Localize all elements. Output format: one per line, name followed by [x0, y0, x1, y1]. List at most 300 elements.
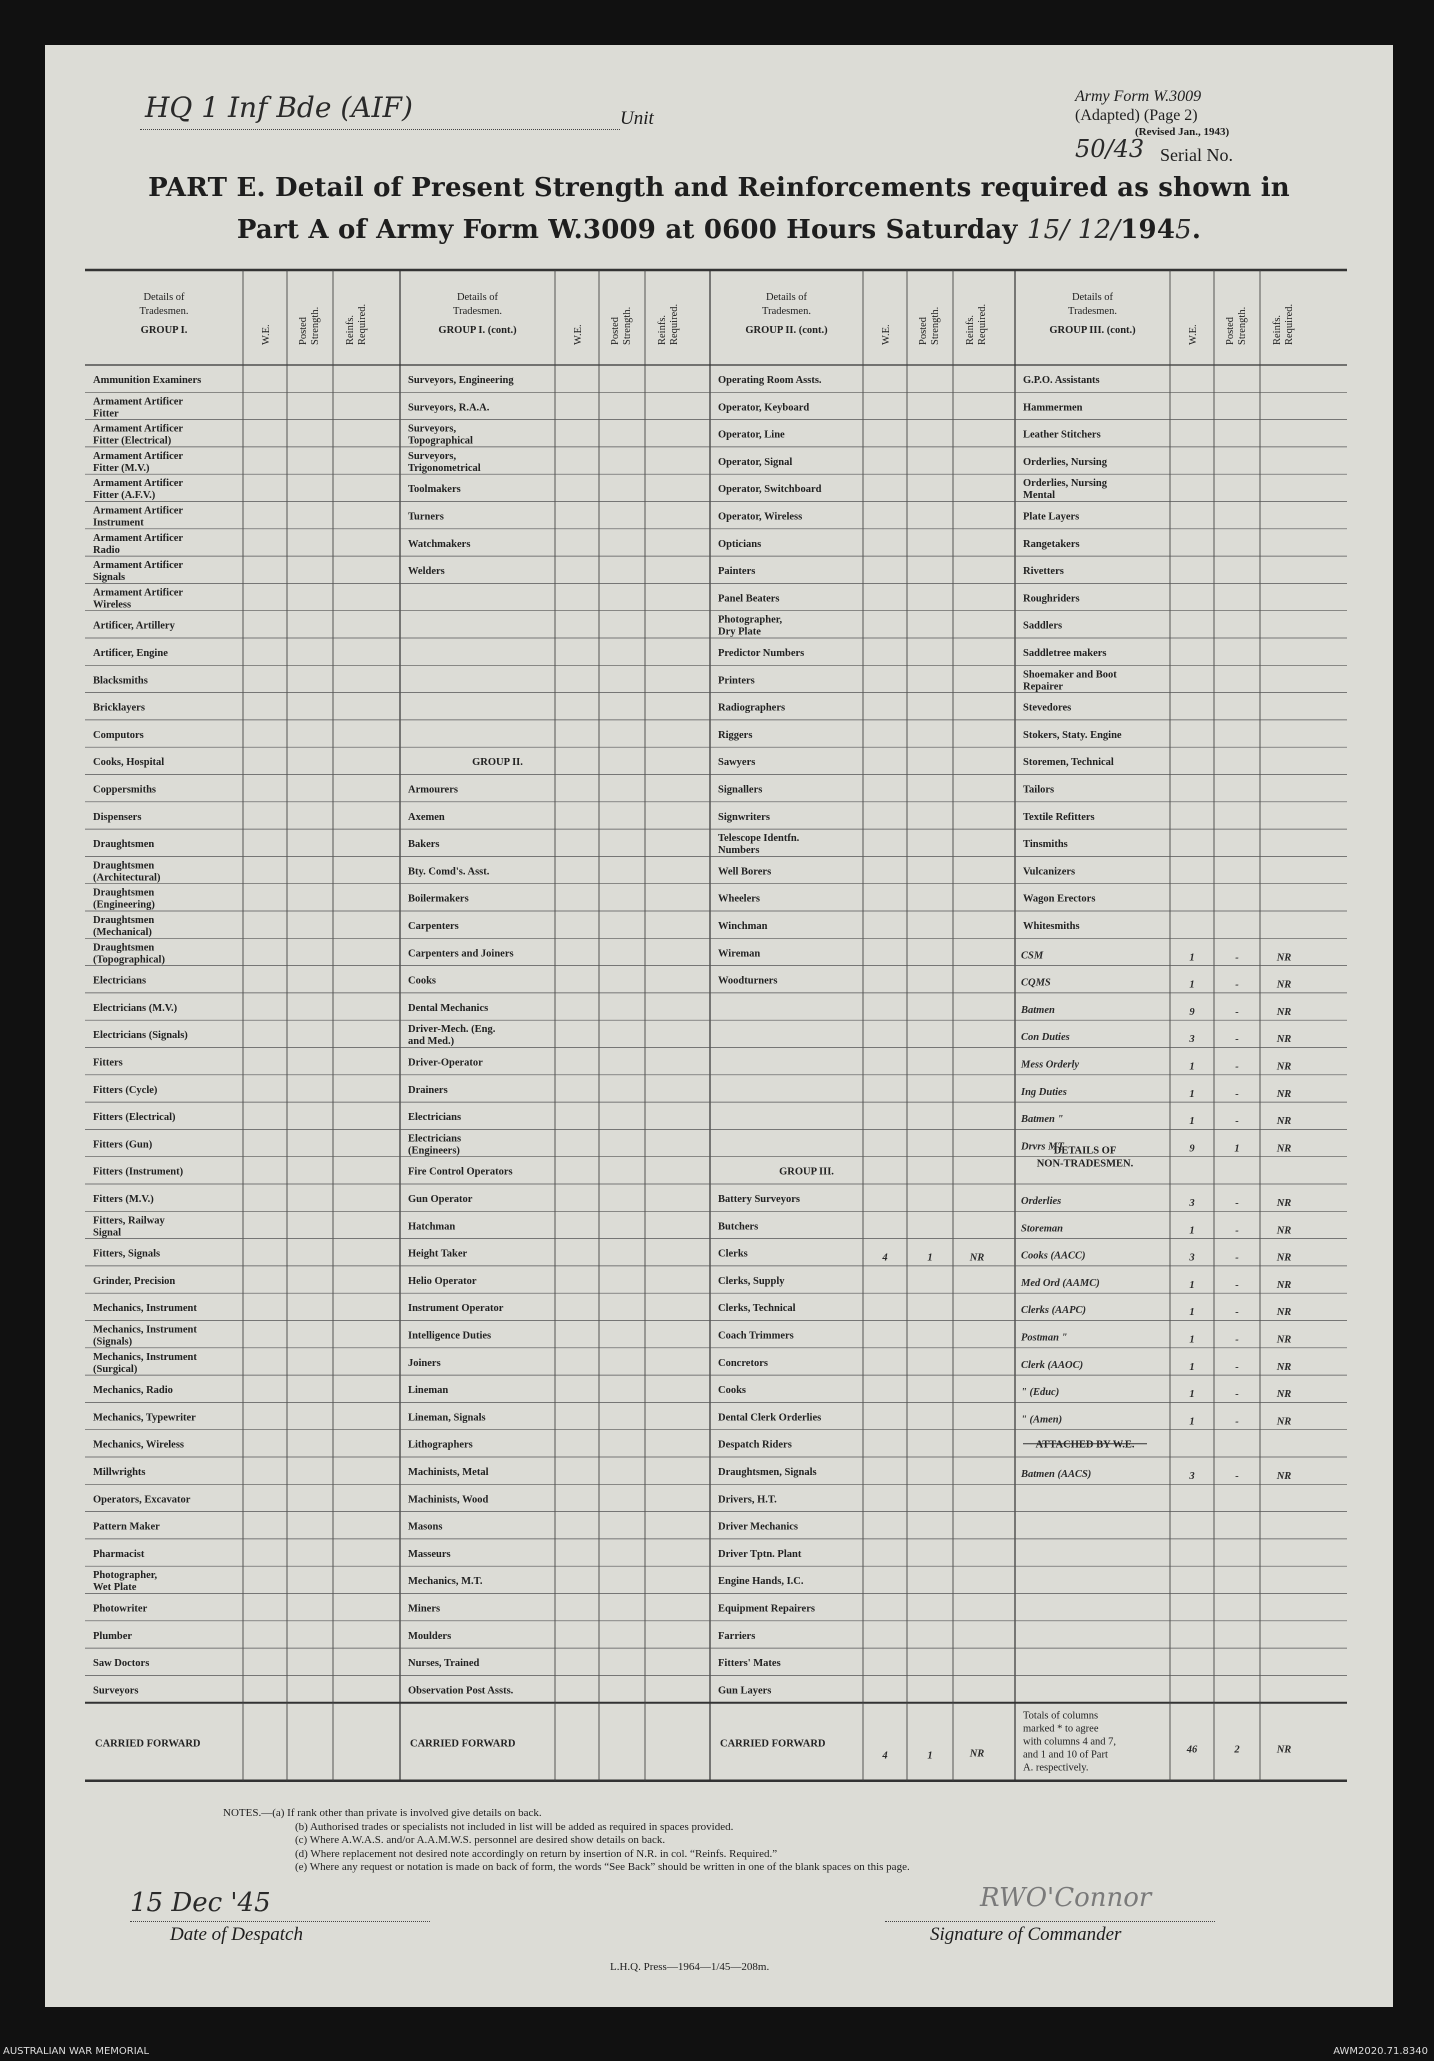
row-label: Electricians (Signals): [93, 1030, 188, 1042]
row-label: Wireman: [718, 948, 761, 960]
row-label: Dispensers: [93, 811, 142, 823]
row-label: Mental: [1023, 490, 1056, 502]
row-label: Driver Tptn. Plant: [718, 1548, 802, 1560]
column-header: W.E.: [881, 324, 892, 345]
row-label: Radio: [93, 544, 120, 556]
group-header-line2: Tradesmen.: [762, 306, 811, 317]
column-header: Required.: [977, 303, 988, 345]
handwritten-reinfs: NR: [1276, 1279, 1292, 1291]
handwritten-name: Batmen ": [1021, 1114, 1064, 1126]
serial-label: Serial No.: [1160, 145, 1233, 165]
row-label: Computors: [93, 729, 144, 741]
handwritten-posted: -: [1235, 1116, 1239, 1128]
form-sheet: [45, 45, 1393, 2007]
row-label: (Signals): [93, 1336, 133, 1348]
row-label: Armament Artificer: [93, 396, 184, 408]
title-date-handwritten: 15/ 12/: [1026, 215, 1121, 245]
strength-table: [45, 45, 1393, 2007]
row-label: Fitters (Gun): [93, 1139, 153, 1151]
row-label: Fitters (Cycle): [93, 1084, 158, 1096]
row-label: Fitters, Signals: [93, 1248, 161, 1260]
handwritten-we: 1: [1189, 979, 1195, 991]
row-label: Lithographers: [408, 1439, 473, 1451]
handwritten-reinfs: NR: [1276, 1389, 1292, 1401]
row-label: Watchmakers: [408, 538, 471, 550]
handwritten-posted: -: [1235, 1307, 1239, 1319]
row-label: Fitter (A.F.V.): [93, 490, 156, 502]
row-label: Welders: [408, 566, 445, 578]
row-label: Coppersmiths: [93, 784, 157, 796]
handwritten-name: Batmen (AACS): [1021, 1469, 1092, 1480]
row-label: Stevedores: [1023, 702, 1072, 714]
totals-note-line: A. respectively.: [1023, 1762, 1089, 1774]
row-label: Pharmacist: [93, 1548, 145, 1560]
row-label: (Topographical): [93, 954, 165, 966]
row-label: Millwrights: [93, 1467, 146, 1478]
column-header: Required.: [1284, 303, 1295, 345]
handwritten-posted: -: [1235, 1389, 1239, 1401]
handwritten-posted: -: [1235, 1471, 1239, 1482]
despatch-date-line: [130, 1921, 430, 1922]
row-label: Electricians (M.V.): [93, 1002, 178, 1014]
credit-right: AWM2020.71.8340: [1333, 2046, 1428, 2057]
handwritten-reinfs: NR: [1276, 1334, 1292, 1346]
row-label: Tailors: [1023, 784, 1055, 796]
title-line-2-prefix: Part A of Army Form W.3009 at 0600 Hours Saturday: [236, 215, 1018, 245]
row-label: Instrument Operator: [408, 1303, 504, 1315]
row-label: Instrument: [93, 517, 144, 529]
handwritten-reinfs: NR: [1276, 1143, 1292, 1155]
row-label: (Surgical): [93, 1363, 138, 1375]
row-label: Butchers: [718, 1221, 759, 1233]
footer-total-posted: 2: [1234, 1744, 1240, 1756]
row-label: G.P.O. Assistants: [1023, 375, 1100, 386]
section-heading: ATTACHED BY W.E.: [1035, 1439, 1135, 1451]
row-label: Draughtsmen: [93, 860, 155, 872]
row-label: Toolmakers: [408, 484, 461, 496]
handwritten-posted: -: [1235, 979, 1239, 991]
handwritten-reinfs: NR: [1276, 1088, 1292, 1100]
row-label: Saddletree makers: [1023, 648, 1107, 659]
row-label: Photographer,: [718, 614, 783, 626]
row-label: Tinsmiths: [1023, 839, 1068, 851]
column-header: Reinfs.: [657, 314, 668, 345]
handwritten-reinfs: NR: [1276, 1471, 1292, 1482]
row-label: Bakers: [408, 839, 440, 851]
column-header: W.E.: [261, 324, 272, 345]
row-label: Artificer, Engine: [93, 648, 168, 659]
carried-forward-label: CARRIED FORWARD: [410, 1738, 516, 1750]
handwritten-name: Con Duties: [1021, 1032, 1070, 1044]
row-label: Operator, Line: [718, 429, 785, 441]
row-label: Gun Layers: [718, 1685, 772, 1697]
handwritten-reinfs: NR: [1276, 1034, 1292, 1046]
unit-label: Unit: [620, 108, 654, 129]
handwritten-name: Clerks (AAPC): [1021, 1305, 1087, 1317]
row-label: Lineman: [408, 1385, 449, 1397]
row-label: Fitters (Instrument): [93, 1166, 184, 1178]
row-label: Plumber: [93, 1630, 133, 1642]
handwritten-name: Mess Orderly: [1021, 1059, 1080, 1071]
row-label: Pattern Maker: [93, 1521, 160, 1533]
row-label: Moulders: [408, 1630, 452, 1642]
row-label: Dry Plate: [718, 626, 761, 638]
row-label: Fitter (M.V.): [93, 462, 150, 474]
handwritten-posted: -: [1235, 1416, 1239, 1428]
handwritten-we: 1: [1189, 1361, 1195, 1373]
row-label: Sawyers: [718, 757, 756, 769]
row-label: Wet Plate: [93, 1582, 137, 1594]
row-label: Clerks: [718, 1248, 748, 1260]
row-label: Telescope Identfn.: [718, 833, 800, 845]
column-header: Reinfs.: [965, 314, 976, 345]
row-label: Mechanics, Instrument: [93, 1324, 197, 1336]
row-label: Armament Artificer: [93, 560, 184, 572]
handwritten-we: 1: [1189, 952, 1195, 964]
row-label: Clerks, Supply: [718, 1275, 785, 1287]
row-label: Winchman: [718, 921, 768, 932]
row-label: Orderlies, Nursing: [1023, 478, 1107, 490]
row-label: Helio Operator: [408, 1275, 477, 1287]
column-header: Required.: [669, 303, 680, 345]
group-header-line2: Tradesmen.: [1068, 306, 1117, 317]
row-label: Joiners: [408, 1357, 441, 1369]
row-label: Signals: [93, 572, 126, 584]
handwritten-reinfs: NR: [1276, 1116, 1292, 1128]
handwritten-we: 1: [1189, 1116, 1195, 1128]
signature-label: Signature of Commander: [930, 1924, 1122, 1945]
row-label: Vulcanizers: [1023, 866, 1076, 878]
handwritten-name: CQMS: [1021, 977, 1051, 989]
row-label: Draughtsmen: [93, 887, 155, 899]
column-header: W.E.: [1188, 324, 1199, 345]
handwritten-reinfs: NR: [1276, 1361, 1292, 1373]
column-header: Posted: [298, 316, 309, 345]
row-label: Operating Room Assts.: [718, 375, 822, 386]
handwritten-we: 1: [1189, 1307, 1195, 1319]
group-header-line2: Tradesmen.: [453, 306, 502, 317]
row-label: GROUP II.: [472, 757, 523, 769]
row-label: Wagon Erectors: [1023, 893, 1096, 905]
row-label: Woodturners: [718, 975, 778, 987]
title-year-handwritten: 5: [1175, 215, 1192, 245]
row-label: Miners: [408, 1603, 441, 1615]
row-label: Signwriters: [718, 811, 770, 823]
handwritten-name: Orderlies: [1021, 1196, 1062, 1207]
row-label: Leather Stitchers: [1023, 429, 1101, 441]
group-header-title: GROUP I.: [140, 325, 188, 336]
row-label: Mechanics, M.T.: [408, 1576, 483, 1588]
handwritten-posted: 1: [1234, 1143, 1240, 1155]
row-label: Driver Mechanics: [718, 1521, 798, 1533]
carried-forward-label: CARRIED FORWARD: [95, 1738, 201, 1750]
row-label: Despatch Riders: [718, 1439, 792, 1451]
row-label: and Med.): [408, 1036, 455, 1048]
handwritten-we: 9: [1189, 1006, 1195, 1018]
column-header: Required.: [357, 303, 368, 345]
handwritten-we: 3: [1189, 1252, 1195, 1264]
note-line: (d) Where replacement not desired note accordingly on return by insertion of N.R. in col. “Reinfs. Required.”: [295, 1847, 778, 1860]
row-label: Mechanics, Wireless: [93, 1439, 184, 1451]
row-label: Printers: [718, 675, 755, 687]
handwritten-posted: -: [1235, 952, 1239, 964]
handwritten-posted: -: [1235, 1279, 1239, 1291]
row-label: Repairer: [1023, 681, 1064, 693]
row-label: Opticians: [718, 538, 762, 550]
row-label: Mechanics, Instrument: [93, 1351, 197, 1363]
row-label: Fitters: [93, 1057, 123, 1069]
despatch-date-label: Date of Despatch: [170, 1924, 303, 1945]
row-label: Engine Hands, I.C.: [718, 1576, 804, 1588]
row-label: Concretors: [718, 1357, 768, 1369]
row-label: Electricians: [408, 1133, 462, 1145]
handwritten-name: Ing Duties: [1021, 1086, 1067, 1098]
row-label: Farriers: [718, 1630, 756, 1642]
row-label: Operators, Excavator: [93, 1494, 191, 1506]
row-label: Grinder, Precision: [93, 1275, 176, 1287]
column-header: Posted: [1225, 316, 1236, 345]
row-label: Electricians: [408, 1112, 462, 1124]
row-label: Armament Artificer: [93, 450, 184, 462]
row-label: Intelligence Duties: [408, 1330, 492, 1342]
handwritten-reinfs: NR: [1276, 979, 1292, 991]
row-label: Orderlies, Nursing: [1023, 456, 1107, 468]
row-label: Stokers, Staty. Engine: [1023, 729, 1122, 741]
row-label: Surveyors,: [408, 423, 457, 435]
row-label: Coach Trimmers: [718, 1330, 794, 1342]
row-label: Carpenters and Joiners: [408, 948, 514, 960]
row-label: Observation Post Assts.: [408, 1685, 514, 1697]
row-label: Armament Artificer: [93, 532, 184, 544]
note-line: (b) Authorised trades or specialists not included in list will be added as required in spaces provided.: [295, 1820, 734, 1833]
group-header-line1: Details of: [143, 292, 185, 303]
row-label: Radiographers: [718, 702, 786, 714]
column-header: W.E.: [573, 324, 584, 345]
column-header: Posted: [918, 316, 929, 345]
row-label: Draughtsmen: [93, 942, 155, 954]
row-label: Topographical: [408, 435, 473, 447]
credit-left: AUSTRALIAN WAR MEMORIAL: [3, 2046, 150, 2057]
row-label: Blacksmiths: [93, 675, 148, 687]
handwritten-reinfs: NR: [1276, 1252, 1292, 1264]
title-end: .: [1191, 215, 1202, 245]
row-label: Dental Mechanics: [408, 1002, 489, 1014]
row-label: Driver-Mech. (Eng.: [408, 1024, 496, 1036]
row-label: Machinists, Wood: [408, 1494, 489, 1506]
row-label: Lineman, Signals: [408, 1412, 486, 1424]
handwritten-name: " (Educ): [1021, 1387, 1060, 1399]
row-label: Surveyors, Engineering: [408, 375, 514, 386]
army-form-label: Army Form W.3009: [1075, 88, 1202, 105]
group-header-title: GROUP I. (cont.): [438, 325, 517, 336]
note-line: (e) Where any request or notation is made on back of form, the words “See Back” should be written in one of the blank spaces on this page.: [295, 1861, 910, 1873]
handwritten-reinfs: NR: [1276, 1225, 1292, 1237]
handwritten-reinfs: NR: [1276, 1198, 1292, 1209]
section-heading: NON-TRADESMEN.: [1036, 1158, 1134, 1170]
row-label: Artificer, Artillery: [93, 620, 175, 632]
handwritten-name: Storeman: [1021, 1223, 1064, 1235]
row-label: Numbers: [718, 845, 760, 857]
row-label: Surveyors, R.A.A.: [408, 402, 490, 414]
clerks-reinfs: NR: [969, 1252, 985, 1264]
note-line: (c) Where A.W.A.S. and/or A.A.M.W.S. personnel are desired show details on back.: [295, 1834, 666, 1846]
handwritten-we: 1: [1189, 1279, 1195, 1291]
handwritten-name: CSM: [1021, 950, 1044, 962]
handwritten-name: Batmen: [1021, 1004, 1055, 1016]
row-label: Bricklayers: [93, 702, 145, 714]
row-label: Armament Artificer: [93, 423, 184, 435]
note-line: NOTES.—(a) If rank other than private is involved give details on back.: [223, 1807, 542, 1819]
row-label: Turners: [408, 511, 444, 523]
row-label: Hatchman: [408, 1221, 456, 1233]
row-label: Hammermen: [1023, 402, 1083, 414]
row-label: Bty. Comd's. Asst.: [408, 866, 490, 878]
row-label: Roughriders: [1023, 593, 1080, 605]
totals-note-line: with columns 4 and 7,: [1023, 1736, 1117, 1748]
row-label: Surveyors: [93, 1685, 139, 1697]
row-label: Operator, Signal: [718, 456, 793, 468]
row-label: Armament Artificer: [93, 505, 184, 517]
totals-note-line: Totals of columns: [1023, 1710, 1099, 1722]
row-label: Painters: [718, 566, 756, 578]
press-line: L.H.Q. Press—1964—1/45—208m.: [610, 1961, 770, 1973]
row-label: Carpenters: [408, 921, 459, 932]
handwritten-posted: -: [1235, 1034, 1239, 1046]
row-label: Armament Artificer: [93, 587, 184, 599]
commander-signature: RWO'Connor: [980, 1883, 1152, 1913]
handwritten-reinfs: NR: [1276, 1061, 1292, 1073]
unit-handwritten: HQ 1 Inf Bde (AIF): [145, 91, 413, 124]
footer-col3-posted: 1: [927, 1750, 933, 1762]
despatch-date-handwritten: 15 Dec '45: [130, 1888, 271, 1918]
row-label: Signal: [93, 1227, 122, 1239]
row-label: Electricians: [93, 975, 147, 987]
row-label: Surveyors,: [408, 450, 457, 462]
row-label: Well Borers: [718, 866, 772, 878]
row-label: (Mechanical): [93, 927, 152, 938]
handwritten-posted: -: [1235, 1006, 1239, 1018]
totals-note-line: marked * to agree: [1023, 1723, 1099, 1735]
row-label: (Engineers): [408, 1145, 460, 1157]
column-header: Reinfs.: [1272, 314, 1283, 345]
handwritten-we: 1: [1189, 1416, 1195, 1428]
title-line-1: PART E. Detail of Present Strength and Reinforcements required as shown in: [148, 173, 1290, 203]
handwritten-name: Clerk (AAOC): [1021, 1359, 1084, 1371]
row-label: Whitesmiths: [1023, 921, 1080, 932]
clerks-we: 4: [882, 1252, 888, 1264]
footer-col3-we: 4: [882, 1750, 888, 1762]
row-label: Axemen: [408, 811, 445, 823]
handwritten-posted: -: [1235, 1088, 1239, 1100]
group-header-line1: Details of: [1071, 292, 1114, 303]
row-label: Drivers, H.T.: [718, 1494, 777, 1506]
row-label: Cooks: [718, 1385, 747, 1397]
handwritten-we: 1: [1189, 1088, 1195, 1100]
group-header-line1: Details of: [765, 292, 808, 303]
handwritten-posted: -: [1235, 1252, 1239, 1264]
handwritten-reinfs: NR: [1276, 1416, 1292, 1428]
row-label: GROUP III.: [779, 1166, 834, 1178]
row-label: Riggers: [718, 729, 753, 741]
handwritten-we: 1: [1189, 1334, 1195, 1346]
row-label: Operator, Wireless: [718, 511, 803, 523]
row-label: Operator, Keyboard: [718, 402, 810, 414]
handwritten-name: " (Amen): [1021, 1414, 1063, 1426]
handwritten-we: 3: [1189, 1198, 1195, 1209]
row-label: Mechanics, Typewriter: [93, 1412, 196, 1424]
serial-handwritten: 50/43: [1075, 135, 1145, 163]
row-label: Wireless: [93, 599, 132, 611]
handwritten-name: Postman ": [1021, 1332, 1068, 1344]
row-label: Clerks, Technical: [718, 1303, 796, 1315]
row-label: Photographer,: [93, 1570, 158, 1582]
row-label: Panel Beaters: [718, 593, 780, 605]
row-label: Mechanics, Radio: [93, 1385, 173, 1397]
handwritten-posted: -: [1235, 1061, 1239, 1073]
row-label: Wheelers: [718, 893, 760, 905]
section-heading: DETAILS OF: [1053, 1145, 1117, 1157]
row-label: Armament Artificer: [93, 478, 184, 490]
row-label: Draughtsmen: [93, 839, 155, 851]
group-header-line2: Tradesmen.: [139, 306, 189, 317]
handwritten-reinfs: NR: [1276, 1006, 1292, 1018]
column-header: Strength.: [622, 306, 633, 345]
row-label: Signallers: [718, 784, 763, 796]
row-label: (Engineering): [93, 899, 155, 911]
row-label: Textile Refitters: [1023, 811, 1095, 823]
group-header-title: GROUP II. (cont.): [745, 325, 828, 336]
footer-total-we: 46: [1186, 1744, 1198, 1756]
row-label: Nurses, Trained: [408, 1658, 480, 1670]
signature-line: [885, 1921, 1215, 1922]
row-label: Masseurs: [408, 1548, 451, 1560]
column-header: Strength.: [310, 306, 321, 345]
handwritten-posted: -: [1235, 1198, 1239, 1209]
group-header-title: GROUP III. (cont.): [1049, 325, 1136, 336]
row-label: Rangetakers: [1023, 538, 1080, 550]
handwritten-we: 1: [1189, 1389, 1195, 1401]
handwritten-we: 3: [1189, 1034, 1195, 1046]
adapted-label: (Adapted) (Page 2): [1075, 107, 1198, 124]
group-header-line1: Details of: [456, 292, 499, 303]
row-label: Ammunition Examiners: [93, 375, 202, 386]
row-label: Dental Clerk Orderlies: [718, 1412, 822, 1424]
handwritten-reinfs: NR: [1276, 952, 1292, 964]
row-label: Drainers: [408, 1084, 448, 1096]
row-label: Mechanics, Instrument: [93, 1303, 197, 1315]
row-label: Armourers: [408, 784, 458, 796]
revised-label: (Revised Jan., 1943): [1135, 126, 1230, 138]
footer-col3-reinfs: NR: [969, 1748, 985, 1760]
handwritten-we: 1: [1189, 1061, 1195, 1073]
handwritten-reinfs: NR: [1276, 1307, 1292, 1319]
handwritten-name: Drvrs MT: [1021, 1141, 1064, 1153]
row-label: Photowriter: [93, 1603, 148, 1615]
row-label: Gun Operator: [408, 1194, 473, 1205]
row-label: Driver-Operator: [408, 1057, 483, 1069]
handwritten-posted: -: [1235, 1225, 1239, 1237]
row-label: Fitters (M.V.): [93, 1194, 154, 1205]
handwritten-we: 1: [1189, 1225, 1195, 1237]
totals-note-line: and 1 and 10 of Part: [1023, 1749, 1108, 1761]
column-header: Reinfs.: [345, 314, 356, 345]
column-header: Strength.: [1237, 306, 1248, 345]
handwritten-posted: -: [1235, 1361, 1239, 1373]
carried-forward-label: CARRIED FORWARD: [720, 1738, 826, 1750]
row-label: (Architectural): [93, 872, 161, 884]
row-label: Predictor Numbers: [718, 648, 805, 659]
column-header: Strength.: [930, 306, 941, 345]
